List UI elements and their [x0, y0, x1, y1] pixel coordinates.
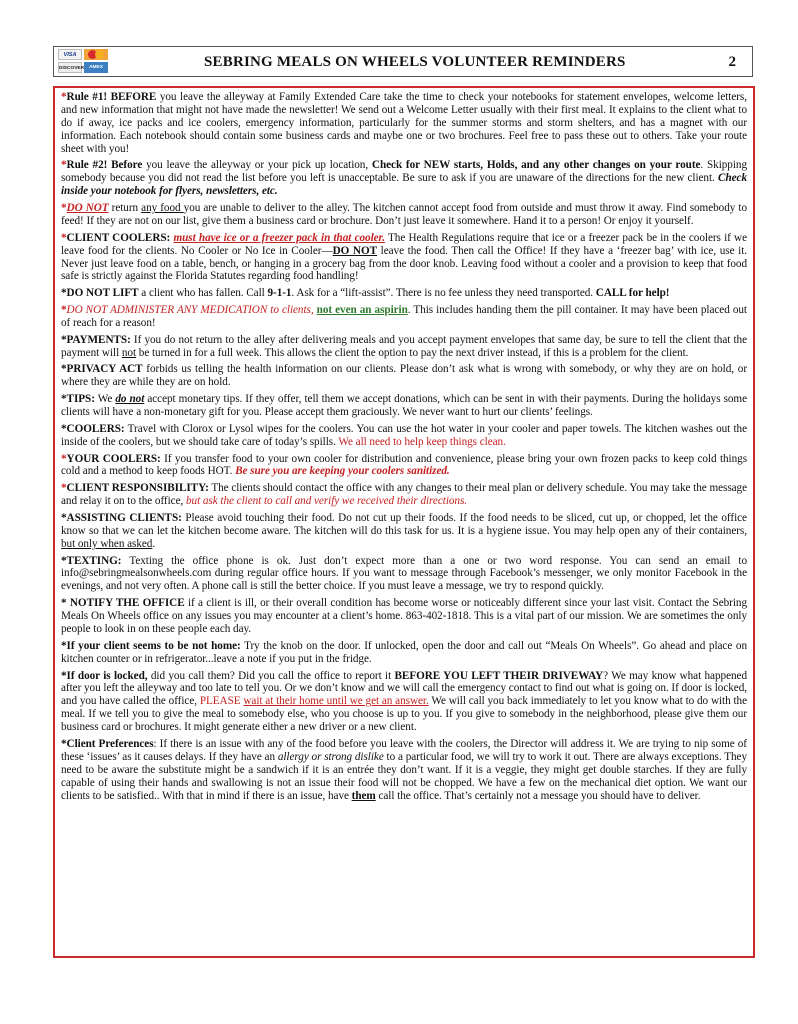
mastercard-icon: [84, 49, 108, 60]
visa-card-icon: VISA: [58, 49, 82, 60]
rule-payments: *PAYMENTS: If you do not return to the alley after delivering meals and you accept payment envelopes that same day, be sure to tell the client that the payment will not be turned in for a full week. This allows the client the option to pay the next driver instead, if this is a problem for the client.: [61, 333, 747, 359]
rule-2: *Rule #2! Before you leave the alleyway or your pick up location, Check for NEW starts, Holds, and any other changes on your route. Skipping somebody because you did not read the list before you left is unacceptable. Be sure to ask if you are unaware of the directions for the new client. Check inside your notebook for flyers, newsletters, etc.: [61, 159, 747, 198]
rule-no-medication: *DO NOT ADMINISTER ANY MEDICATION to clients, not even an aspirin. This includes handing them the pill container. It may have been placed out of reach for a reason!: [61, 304, 747, 329]
payment-cards-logo: [58, 49, 110, 74]
rule-do-not-return: *DO NOT return any food you are unable to deliver to the alley. The kitchen cannot accept food from outside and must throw it away. Find somebody to feed! If they are not on our list, give them a business card or brochure. Don’t just leave it somewhere. Hand it to a person! Or enjoy it yourself.: [61, 202, 747, 227]
rule-assisting-clients: *ASSISTING CLIENTS: Please avoid touching their food. Do not cut up their foods. If the food needs to be sliced, cut up, or chopped, let the office know so that we can let the kitchen become aware. The kitchen will do this task for us. It is a hygiene issue. You may help open any of their containers, but only when asked.: [61, 511, 747, 550]
rule-client-coolers: *CLIENT COOLERS: must have ice or a freezer pack in that cooler. The Health Regulations require that ice or a freezer pack be in the coolers if we leave food for the clients. No Cooler or No Ice in Cooler—DO NOT leave the food. Then call the Office! If they have a ‘freezer bag’ with ice, use it. Never just leave food on a table, bench, or hanging in a grocery bag from the door knob. Leaving food without a cooler and a provision to keep that food safe is strictly against the Florida Statutes regarding food handling!: [61, 231, 748, 283]
rule-door-locked: *If door is locked, did you call them? Did you call the office to report it BEFORE YOU LEFT THEIR DRIVEWAY? We may know what happened after you left the alleyway and too late to tell you. Or we don’t know and we will call the emergency contact to find out what is going on. If door is locked, and you have called the office, PLEASE wait at their home until we get an answer. We will call you back immediately to let you know what to do with the meal. If we tell you to give the meal to somebody else, who you choose is up to you. If you give to somebody in the neighborhood, please give them our business card or brochures. It might generate either a new driver or a new client.: [61, 669, 747, 734]
rule-privacy-act: *PRIVACY ACT forbids us telling the health information on our clients. Please don’t ask what is wrong with somebody, or why they are on hold, or where they are while they are on hold.: [61, 363, 747, 389]
rule-notify-office: * NOTIFY THE OFFICE if a client is ill, or their overall condition has become worse or noticeably different since your last visit. Contact the Sebring Meals On Wheels office on any issues you may encounter at a client’s home. 863-402-1818. This is a vital part of our mission. We are sometimes the only people to look in on these people each day.: [61, 597, 747, 635]
rule-tips: *TIPS: We do not accept monetary tips. If they offer, tell them we accept donations, which can be sent in with their payments. During the holidays some clients will have a non-monetary gift for you. Please accept them graciously. We never want to hurt our clients’ feelings.: [61, 393, 747, 419]
rule-texting: *TEXTING: Texting the office phone is ok. Just don’t expect more than a one or two word response. You can send an email to info@sebringmealsonwheels.com during regular office hours. If you want to message through Facebook’s messenger, we only monitor Facebook in the evenings, and not very often. A phone call is still the better choice. If you must leave a message, we try to respond quickly.: [61, 554, 747, 593]
page-number: 2: [728, 54, 736, 70]
discover-card-icon: DISCOVER: [58, 62, 82, 73]
page-title: SEBRING MEALS ON WHEELS VOLUNTEER REMINDERS: [204, 54, 626, 70]
reminders-box: [53, 86, 755, 958]
rule-do-not-lift: *DO NOT LIFT a client who has fallen. Call 9-1-1. Ask for a “lift-assist”. There is no fee unless they need transported. CALL for help!: [61, 287, 670, 300]
rule-client-preferences: *Client Preferences: If there is an issue with any of the food before you leave with the coolers, the Director will address it. We are trying to nip some of these ‘issues’ as it causes delays. If they have an allergy or strong dislike to a particular food, we will try to work it out. There are always exceptions. They need to be aware the substitute might be a sandwich if it is an entrée they don’t want. If it is a veggie, they might get double starches. If they are fully capable of using their hands and swallowing is not an issue their food will not be chopped. We have a few on the mechanical diet option. We want our clients to be satisfied.. With that in mind if there is an issue, have them call the office. That’s certainly not a message you should have to deliver.: [61, 737, 747, 802]
page-header: [53, 46, 753, 77]
amex-card-icon: AMEX: [84, 62, 108, 73]
rule-1: *Rule #1! BEFORE you leave the alleyway at Family Extended Care take the time to check your notebooks for statement envelopes, welcome letters, and new information that might not have made the newsletter! We send out a Welcome Letter usually with their first meal. It explains to the client what to do if away, ice packs and ice coolers, emergency information, particularly for the summer storms and storm shelters, and has a magnet with our information. Each notebook should contain some business cards and maybe one or two brochures. Feel free to pass these out to others. Take your route sheet with you!: [61, 91, 747, 155]
rule-client-not-home: *If your client seems to be not home: Try the knob on the door. If unlocked, open the door and call out “Meals On Wheels”. Go ahead and place on kitchen counter or in refrigerator...leave a note if you put in the fridge.: [61, 639, 747, 665]
rule-your-coolers: *YOUR COOLERS: If you transfer food to your own cooler for distribution and convenience, please bring your own frozen packs to keep cold things cold and a method to keep foods HOT. Be sure you are keeping your coolers sanitized.: [61, 452, 747, 478]
rule-client-responsibility: *CLIENT RESPONSIBILITY: The clients should contact the office with any changes to their meal plan or delivery schedule. You may take the message and relay it on to the office, but ask the client to call and verify we received their directions.: [61, 482, 748, 508]
rule-coolers: *COOLERS: Travel with Clorox or Lysol wipes for the coolers. You can use the hot water in your cooler and paper towels. The kitchen washes out the inside of the coolers, but we should take care of today’s spills. We all need to help keep things clean.: [61, 422, 747, 448]
